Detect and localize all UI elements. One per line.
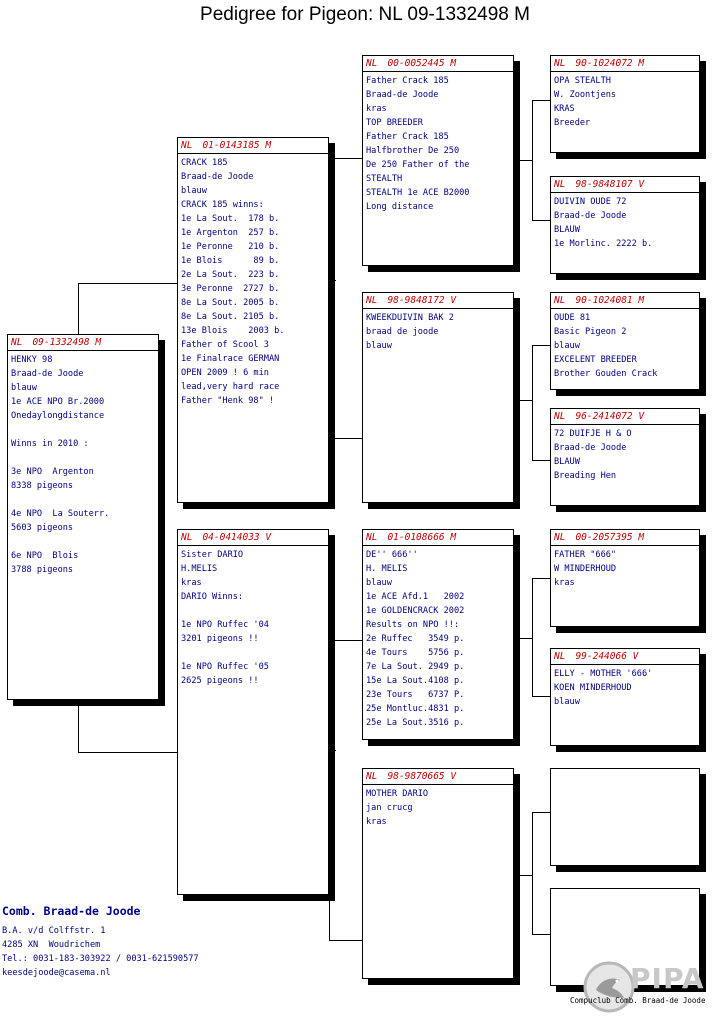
connector-line (532, 345, 533, 460)
pigeon-name: OUDE 81 (554, 313, 591, 323)
ring-number: 98-9848107 V (575, 179, 645, 190)
country-code: NL (181, 140, 193, 151)
connector-line (532, 578, 550, 579)
info-line: 25e Montluc.4831 p. (366, 704, 465, 714)
pigeon-card-ffm (550, 176, 700, 274)
logo-text: PIPA (630, 962, 705, 995)
info-line: Braad-de Joode (554, 443, 627, 453)
info-line: 2e Ruffec 3549 p. (366, 634, 465, 644)
connector-line (78, 752, 178, 753)
info-line: blauw (11, 383, 37, 393)
info-line: KRAS (554, 104, 575, 114)
connector-line (520, 160, 532, 161)
info-line: blauw (366, 578, 392, 588)
pigeon-card-mff (550, 529, 700, 627)
pigeon-name: DE'' 666'' (366, 550, 418, 560)
connector-line (520, 875, 532, 876)
info-line: blauw (554, 341, 580, 351)
connector-line (78, 283, 178, 284)
info-line (11, 493, 156, 507)
connector-line (532, 220, 550, 221)
ring-number: 00-0052445 M (387, 58, 457, 69)
connector-line (78, 700, 79, 752)
info-line: STEALTH 1e ACE B2000 (366, 188, 470, 198)
info-line: 4e NPO La Souterr. (11, 509, 110, 519)
info-line: BLAUW (554, 225, 580, 235)
info-line: 1e Argenton 257 b. (181, 228, 280, 238)
pigeon-name: 72 DUIFJE H & O (554, 429, 632, 439)
pigeon-card-mfm (550, 648, 700, 746)
info-line: 8e La Sout. 2105 b. (181, 312, 280, 322)
country-code: NL (366, 532, 378, 543)
country-code: NL (554, 651, 566, 662)
info-line: 2e La Sout. 223 b. (181, 270, 280, 280)
info-line: Braad-de Joode (11, 369, 84, 379)
info-line: KOEN MINDERHOUD (554, 683, 632, 693)
ring-number: 00-2057395 M (575, 532, 645, 543)
info-line: Braad-de Joode (554, 211, 627, 221)
breeder-name: Comb. Braad-de Joode (2, 904, 141, 918)
ring-number: 98-9848172 V (387, 295, 457, 306)
country-code: NL (554, 295, 566, 306)
connector-line (532, 578, 533, 696)
info-line: 8e La Sout. 2005 b. (181, 298, 280, 308)
info-line: Breading Hen (554, 471, 617, 481)
info-line: 1e Blois 89 b. (181, 256, 280, 266)
info-line: Father of Scool 3 (181, 340, 269, 350)
country-code: NL (366, 58, 378, 69)
country-code: NL (11, 337, 23, 348)
connector-line (520, 638, 532, 639)
info-line: 5603 pigeons (11, 523, 74, 533)
pigeon-name: OPA STEALTH (554, 76, 611, 86)
pigeon-card-mother-father (362, 529, 514, 740)
info-line: lead,very hard race (181, 382, 280, 392)
info-line: 1e ACE Afd.1 2002 (366, 592, 465, 602)
country-code: NL (554, 532, 566, 543)
pigeon-name: KWEEKDUIVIN BAK 2 (366, 313, 454, 323)
address-line: B.A. v/d Colffstr. 1 (2, 926, 106, 936)
pigeon-name: CRACK 185 (181, 158, 228, 168)
info-line: Results on NPO !!: (366, 620, 460, 630)
connector-line (329, 940, 363, 941)
info-line: Winns in 2010 : (11, 439, 89, 449)
connector-line (532, 345, 550, 346)
info-line: BLAUW (554, 457, 580, 467)
country-code: NL (366, 771, 378, 782)
info-line: OPEN 2009 ! 6 min (181, 368, 269, 378)
logo-subtitle: Compuclub Comb. Braad-de Joode (570, 996, 706, 1005)
info-line: EXCELENT BREEDER (554, 355, 637, 365)
info-line: 1e La Sout. 178 b. (181, 214, 280, 224)
pigeon-card-father-mother (362, 292, 514, 503)
info-line: 1e Morlinc. 2222 b. (554, 239, 653, 249)
pigeon-name: HENKY 98 (11, 355, 53, 365)
connector-line (520, 400, 532, 401)
info-line: TOP BREEDER (366, 118, 423, 128)
connector-line (532, 100, 550, 101)
connector-line (329, 438, 363, 439)
info-line: H. MELIS (366, 564, 408, 574)
pigeon-card-mother (177, 529, 329, 895)
breeder-info (2, 904, 199, 980)
country-code: NL (554, 179, 566, 190)
ring-number: 99-244066 V (575, 651, 639, 662)
ring-number: 90-1024072 M (575, 58, 645, 69)
info-line: 1e ACE NPO Br.2000 (11, 397, 105, 407)
page-title: Pedigree for Pigeon: NL 09-1332498 M (200, 4, 530, 25)
info-line: blauw (554, 697, 580, 707)
email-line: keesdejoode@casema.nl (2, 968, 111, 978)
info-line: Basic Pigeon 2 (554, 327, 627, 337)
pigeon-name: DUIVIN OUDE 72 (554, 197, 627, 207)
info-line: Brother Gouden Crack (554, 369, 658, 379)
country-code: NL (554, 58, 566, 69)
pigeon-card-mother-mother (362, 768, 514, 979)
info-line: Braad-de Joode (181, 172, 254, 182)
info-line: jan crucg (366, 803, 413, 813)
info-line (11, 451, 156, 465)
connector-line (78, 283, 79, 335)
address-line: 4285 XN Woudrichem (2, 940, 101, 950)
ring-number: 96-2414072 V (575, 411, 645, 422)
connector-line (329, 158, 363, 159)
info-line (11, 423, 156, 437)
connector-line (532, 812, 550, 813)
info-line: DARIO Winns: (181, 592, 244, 602)
info-line: 2625 pigeons !! (181, 676, 259, 686)
country-code: NL (554, 411, 566, 422)
connector-line (532, 696, 550, 697)
info-line: 25e La Sout.3516 p. (366, 718, 465, 728)
pigeon-card-empty (550, 768, 700, 866)
pigeon-name: Sister DARIO (181, 550, 244, 560)
pipa-logo (570, 960, 712, 1022)
info-line: Onedaylongdistance (11, 411, 105, 421)
info-line: 1e GOLDENCRACK 2002 (366, 606, 465, 616)
info-line: 3788 pigeons (11, 565, 74, 575)
info-line (11, 535, 156, 549)
pigeon-card-fmf (550, 292, 700, 390)
pigeon-card-father (177, 137, 329, 503)
connector-line (329, 640, 330, 940)
country-code: NL (181, 532, 193, 543)
connector-line (329, 750, 336, 751)
connector-line (329, 158, 330, 438)
info-line: 1e NPO Ruffec '05 (181, 662, 269, 672)
pigeon-card-father-father (362, 55, 514, 266)
connector-line (532, 100, 533, 220)
info-line: braad de joode (366, 327, 439, 337)
ring-number: 04-0414033 V (202, 532, 272, 543)
info-line: Braad-de Joode (366, 90, 439, 100)
info-line: blauw (366, 341, 392, 351)
info-line: 3201 pigeons !! (181, 634, 259, 644)
info-line: H.MELIS (181, 564, 218, 574)
pigeon-logo-icon (582, 960, 636, 1014)
info-line: kras (366, 817, 387, 827)
info-line: 8338 pigeons (11, 481, 74, 491)
connector-line (532, 934, 550, 935)
pigeon-name: Father Crack 185 (366, 76, 449, 86)
info-line: Father "Henk 98" ! (181, 396, 275, 406)
info-line: blauw (181, 186, 207, 196)
connector-line (532, 812, 533, 934)
info-line (181, 604, 326, 618)
info-line: 4e Tours 5756 p. (366, 648, 465, 658)
pigeon-card-fmm (550, 408, 700, 506)
ring-number: 90-1024081 M (575, 295, 645, 306)
connector-line (329, 640, 363, 641)
info-line: W. Zoontjens (554, 90, 617, 100)
info-line: 1e Finalrace GERMAN (181, 354, 280, 364)
info-line: 1e NPO Ruffec '04 (181, 620, 269, 630)
info-line: kras (366, 104, 387, 114)
pigeon-name: MOTHER DARIO (366, 789, 429, 799)
info-line: 3e Peronne 2727 b. (181, 284, 280, 294)
info-line: kras (181, 578, 202, 588)
info-line: 23e Tours 6737 P. (366, 690, 465, 700)
info-line: Halfbrother De 250 (366, 146, 460, 156)
pigeon-name: FATHER "666" (554, 550, 617, 560)
info-line (181, 646, 326, 660)
info-line: 1e Peronne 210 b. (181, 242, 280, 252)
ring-number: 09-1332498 M (32, 337, 102, 348)
country-code: NL (366, 295, 378, 306)
info-line: 15e La Sout.4108 p. (366, 676, 465, 686)
info-line: 13e Blois 2003 b. (181, 326, 285, 336)
info-line: 6e NPO Blois (11, 551, 79, 561)
info-line: STEALTH (366, 174, 403, 184)
info-line: Breeder (554, 118, 591, 128)
pigeon-name: ELLY - MOTHER '666' (554, 669, 653, 679)
connector-line (532, 460, 550, 461)
phone-line: Tel.: 0031-183-303922 / 0031-621590577 (2, 954, 199, 964)
ring-number: 01-0143185 M (202, 140, 272, 151)
info-line: Father Crack 185 (366, 132, 449, 142)
info-line: CRACK 185 winns: (181, 200, 264, 210)
info-line: 3e NPO Argenton (11, 467, 94, 477)
info-line: De 250 Father of the (366, 160, 470, 170)
info-line: 7e La Sout. 2949 p. (366, 662, 465, 672)
pigeon-card-subject (7, 334, 159, 700)
ring-number: 98-9870665 V (387, 771, 457, 782)
info-line: kras (554, 578, 575, 588)
info-line: Long distance (366, 202, 434, 212)
pigeon-card-fff (550, 55, 700, 153)
info-line: W MINDERHOUD (554, 564, 617, 574)
connector-line (329, 280, 336, 281)
ring-number: 01-0108666 M (387, 532, 457, 543)
